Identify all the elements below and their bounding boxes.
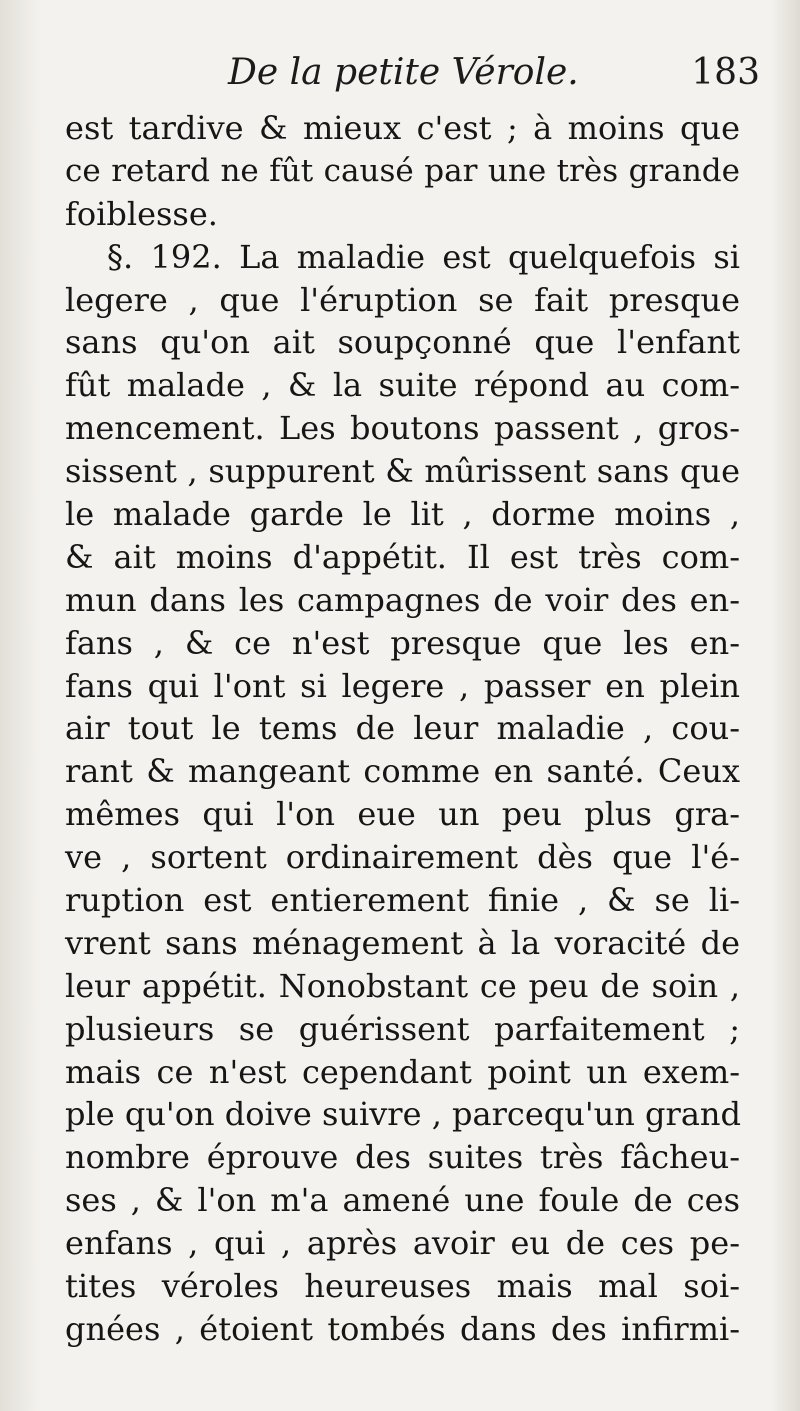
- page-number: 183: [691, 52, 760, 93]
- text-line: ses , & l'on m'a amené une foule de ces: [65, 1181, 740, 1220]
- page-edge-shadow-right: [770, 0, 800, 1411]
- text-line: mun dans les campagnes de voir des en-: [65, 580, 740, 619]
- text-line: mencement. Les boutons passent , gros-: [65, 409, 740, 448]
- text-line: fans qui l'ont si legere , passer en plein: [65, 666, 740, 705]
- text-line: vrent sans ménagement à la voracité de: [65, 923, 740, 962]
- text-line: ple qu'on doive suivre , parcequ'un grand: [65, 1095, 741, 1134]
- text-line: ve , sortent ordinairement dès que l'é-: [65, 838, 740, 877]
- text-line: air tout le tems de leur maladie , cou-: [65, 709, 740, 748]
- text-line: fût malade , & la suite répond au com-: [65, 366, 740, 405]
- text-line: plusieurs se guérissent parfaitement ;: [65, 1009, 740, 1048]
- text-line: le malade garde le lit , dorme moins ,: [65, 495, 740, 534]
- text-line: ruption est entierement finie , & se li-: [65, 881, 740, 920]
- text-line: enfans , qui , après avoir eu de ces pe-: [65, 1224, 740, 1263]
- text-line: legere , que l'éruption se fait presque: [65, 280, 740, 319]
- body-text: [65, 107, 740, 1351]
- text-line: sans qu'on ait soupçonné que l'enfant: [65, 323, 740, 362]
- section-start-line: §. 192. La maladie est quelquefois si: [107, 237, 740, 276]
- text-line: gnées , étoient tombés dans des infirmi-: [65, 1309, 740, 1348]
- text-line: ce retard ne fût causé par une très grande: [65, 152, 740, 189]
- text-line: tites véroles heureuses mais mal soi-: [65, 1267, 740, 1306]
- page-header: [60, 52, 760, 104]
- running-head: De la petite Vérole.: [228, 52, 579, 93]
- text-line: sissent , suppurent & mûrissent sans que: [65, 452, 740, 491]
- text-line: est tardive & mieux c'est ; à moins que: [65, 109, 740, 147]
- text-line: mais ce n'est cependant point un exem-: [65, 1052, 740, 1091]
- text-line: foiblesse.: [65, 194, 218, 233]
- text-line: fans , & ce n'est presque que les en-: [65, 623, 740, 662]
- text-line: rant & mangeant comme en santé. Ceux: [65, 752, 740, 791]
- text-line: & ait moins d'appétit. Il est très com-: [65, 537, 740, 576]
- text-line: leur appétit. Nonobstant ce peu de soin ,: [65, 966, 740, 1005]
- text-line: nombre éprouve des suites très fâcheu-: [65, 1138, 740, 1177]
- text-line: mêmes qui l'on eue un peu plus gra-: [65, 795, 740, 834]
- page-edge-shadow-left: [0, 0, 40, 1411]
